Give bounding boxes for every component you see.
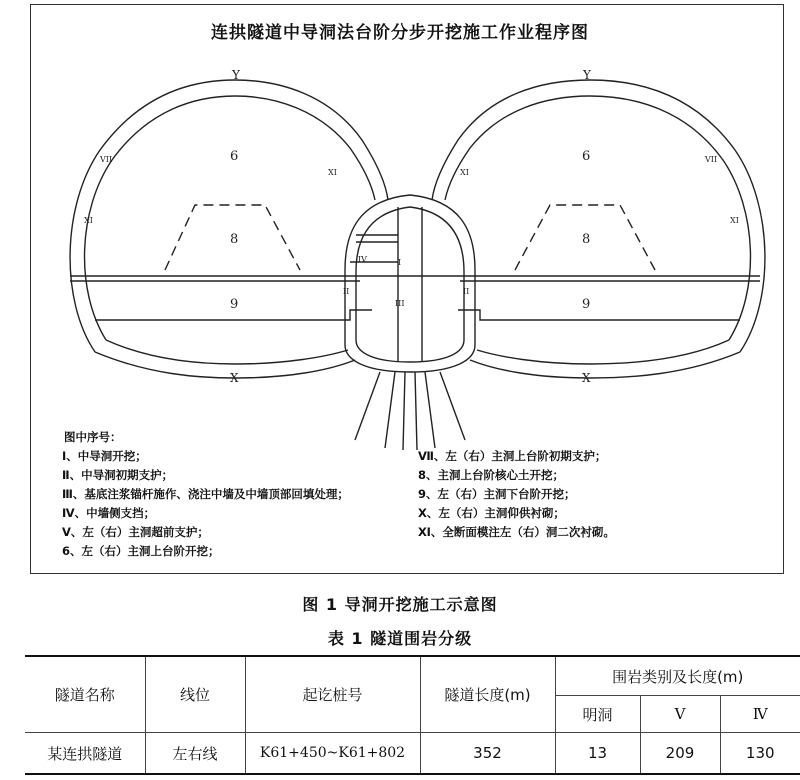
label-6-right: 6 <box>582 149 591 164</box>
table-caption: 表 1 隧道围岩分级 <box>327 629 473 648</box>
label-9-right: 9 <box>582 297 591 312</box>
legend-item: Ⅰ、中导洞开挖； <box>62 449 147 463</box>
label-6-left: 6 <box>230 149 239 164</box>
legend-item: 9、左（右）主洞下台阶开挖； <box>418 487 576 501</box>
legend-right <box>418 447 615 542</box>
legend-item: Ⅹ、左（右）主洞仰供衬砌； <box>418 506 565 520</box>
label-vii-right: VII <box>705 155 718 164</box>
right-tunnel-invert-inner <box>477 340 729 364</box>
cell-class-v: 209 <box>640 733 720 775</box>
label-x-right: X <box>582 371 591 385</box>
legend-item: Ⅱ、中导洞初期支护； <box>62 468 174 482</box>
label-xi-right-outer: XI <box>730 216 739 225</box>
label-i-mid: I <box>398 258 402 267</box>
legend-left <box>62 428 349 561</box>
label-8-right: 8 <box>582 232 591 247</box>
cell-class-iv: 130 <box>720 733 800 775</box>
legend-item: 6、左（右）主洞上台阶开挖； <box>62 544 220 558</box>
cell-open-cut: 13 <box>555 733 640 775</box>
header-open-cut: 明洞 <box>555 696 640 733</box>
pilot-tunnel-outer <box>345 195 475 372</box>
legend-item: Ⅶ、左（右）主洞上台阶初期支护； <box>418 449 607 463</box>
label-x-left: X <box>230 371 239 385</box>
table-row <box>25 733 800 775</box>
cell-line: 左右线 <box>145 733 245 775</box>
label-iii-mid: III <box>395 299 405 308</box>
cell-station: K61+450~K61+802 <box>245 733 420 775</box>
figure-caption: 图 1 导洞开挖施工示意图 <box>302 595 498 614</box>
cell-name: 某连拱隧道 <box>25 733 145 775</box>
label-ii-right: II <box>463 287 470 296</box>
header-class-iv: Ⅳ <box>720 696 800 733</box>
pilot-tunnel-inner <box>356 207 464 362</box>
cell-length: 352 <box>420 733 555 775</box>
legend-title: 图中序号： <box>64 430 122 444</box>
right-tunnel-outer-lining <box>432 80 765 352</box>
legend-item: 8、主洞上台阶核心土开挖； <box>418 468 565 482</box>
left-tunnel-invert <box>95 352 355 378</box>
legend-item: Ⅳ、中墙侧支挡； <box>62 506 156 520</box>
label-y-left: Y <box>232 68 240 82</box>
label-vii-left: VII <box>100 155 113 164</box>
legend-item: Ⅲ、基底注浆锚杆施作、浇注中墙及中墙顶部回填处理； <box>62 487 349 501</box>
label-ii-left: II <box>343 287 350 296</box>
label-y-right: Y <box>583 68 591 82</box>
header-class-v: Ⅴ <box>640 696 720 733</box>
label-xi-right-inner: XI <box>460 168 469 177</box>
header-station: 起讫桩号 <box>245 656 420 733</box>
label-8-left: 8 <box>230 232 239 247</box>
header-name: 隧道名称 <box>25 656 145 733</box>
header-length: 隧道长度(m) <box>420 656 555 733</box>
right-tunnel-invert <box>470 352 740 378</box>
left-tunnel-invert-inner <box>106 340 348 364</box>
label-9-left: 9 <box>230 297 239 312</box>
label-xi-left-outer: XI <box>84 216 93 225</box>
rock-class-table <box>25 655 800 775</box>
right-tunnel-inner-lining <box>445 96 750 340</box>
legend-item: Ⅺ、全断面模注左（右）洞二次衬砌。 <box>418 525 615 539</box>
header-rock-group: 围岩类别及长度(m) <box>555 656 800 696</box>
legend-item: Ⅴ、左（右）主洞超前支护； <box>62 525 209 539</box>
label-xi-left-inner: XI <box>328 168 337 177</box>
header-line: 线位 <box>145 656 245 733</box>
figure-title: 连拱隧道中导洞法台阶分步开挖施工作业程序图 <box>211 23 589 43</box>
label-iv-mid: IV <box>358 255 367 264</box>
